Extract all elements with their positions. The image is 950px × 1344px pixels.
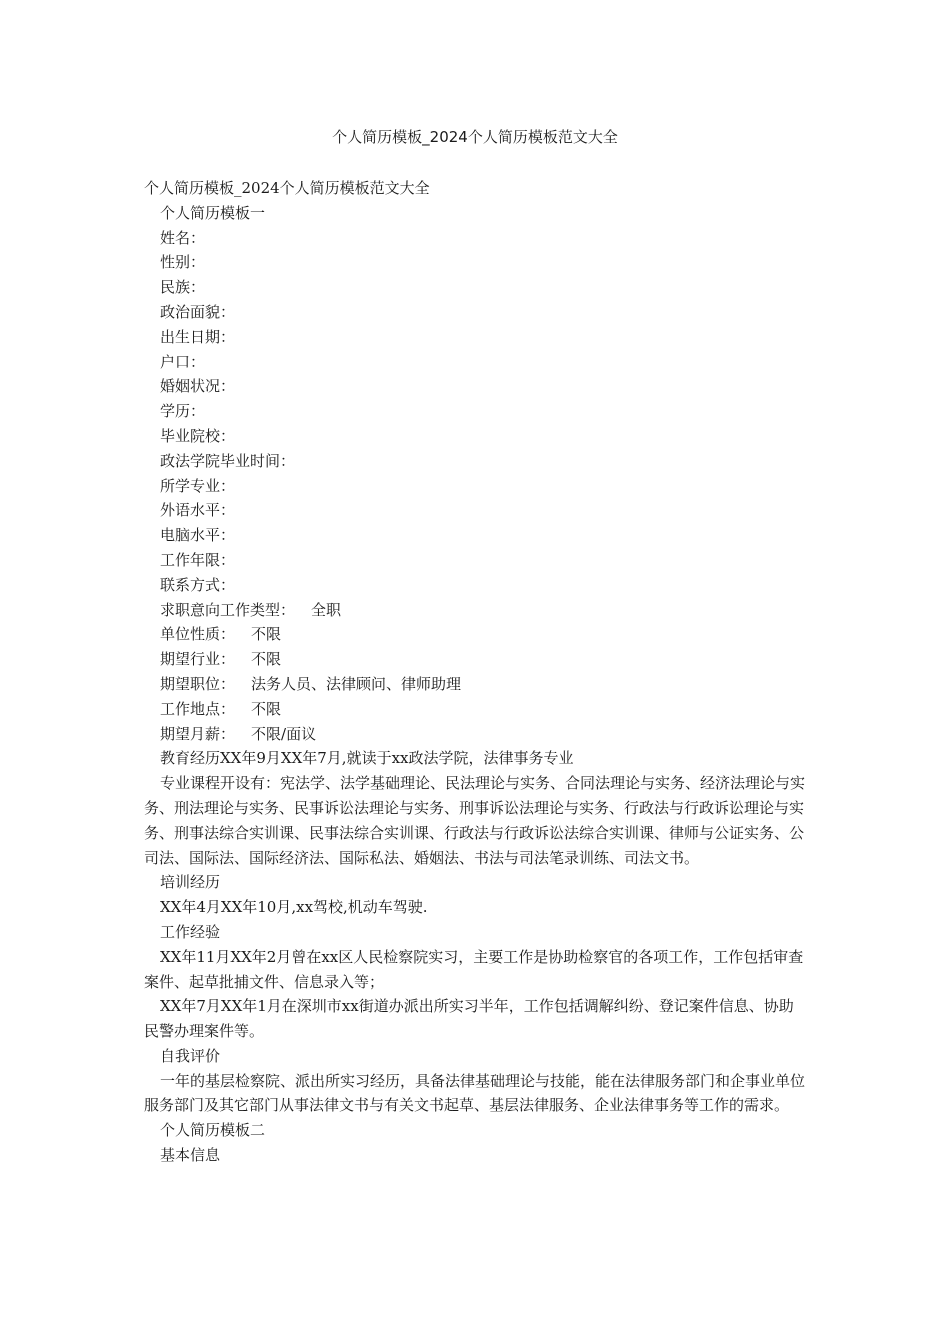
field-label: 期望职位： xyxy=(160,674,236,693)
field-row xyxy=(144,275,808,300)
field-row xyxy=(144,350,808,375)
field-label: 姓名： xyxy=(160,228,206,247)
self-eval-heading: 自我评价 xyxy=(160,1046,221,1065)
field-row xyxy=(144,474,808,499)
basic-info-heading: 基本信息 xyxy=(160,1146,221,1165)
work-heading: 工作经验 xyxy=(160,922,221,941)
page-title: 个人简历模板_2024个人简历模板范文大全 xyxy=(332,128,618,146)
field-label: 政法学院毕业时间： xyxy=(160,451,296,470)
field-label: 外语水平： xyxy=(160,501,236,520)
field-row xyxy=(144,250,808,275)
template2-title: 个人简历模板二 xyxy=(160,1121,266,1140)
field-row xyxy=(144,523,808,548)
field-label: 婚姻状况： xyxy=(160,377,236,396)
field-label: 户口： xyxy=(160,352,206,371)
field-row xyxy=(144,300,808,325)
field-row xyxy=(144,424,808,449)
field-label: 毕业院校： xyxy=(160,426,236,445)
field-label: 电脑水平： xyxy=(160,526,236,545)
field-value: 不限 xyxy=(251,699,282,718)
field-row xyxy=(144,399,808,424)
field-label: 单位性质： xyxy=(160,625,236,644)
field-row xyxy=(144,598,808,623)
field-value: 不限/面议 xyxy=(251,724,317,743)
document-body xyxy=(144,176,808,1168)
field-label: 民族： xyxy=(160,278,206,297)
field-value: 不限 xyxy=(251,625,282,644)
field-label: 工作地点： xyxy=(160,699,236,718)
field-row xyxy=(144,573,808,598)
field-row xyxy=(144,374,808,399)
education-line: 教育经历XX年9月XX年7月,就读于xx政法学院，法律事务专业 xyxy=(160,749,574,768)
courses-paragraph: 专业课程开设有：宪法学、法学基础理论、民法理论与实务、合同法理论与实务、经济法理论与实务、刑法理论与实务、民事诉讼法理论与实务、刑事诉讼法理论与实务、行政法与行政诉讼理论与实务、刑事法综合实训课、民事法综合实训课、行政法与行政诉讼法综合实训课、律师与公证实务、公司法、国际法、国际经济法、国际私法、婚姻法、书法与司法笔录训练、司法文书。 xyxy=(144,774,806,867)
field-row xyxy=(144,722,808,747)
field-label: 出生日期： xyxy=(160,327,236,346)
field-row xyxy=(144,325,808,350)
field-row xyxy=(144,449,808,474)
field-label: 学历： xyxy=(160,402,206,421)
work-paragraph-1: XX年11月XX年2月曾在xx区人民检察院实习，主要工作是协助检察官的各项工作，工作包括审查案件、起草批捕文件、信息录入等； xyxy=(144,947,804,991)
field-value: 全职 xyxy=(311,600,342,619)
field-row xyxy=(144,548,808,573)
field-label: 政治面貌： xyxy=(160,302,236,321)
self-eval-paragraph: 一年的基层检察院、派出所实习经历，具备法律基础理论与技能，能在法律服务部门和企事业单位服务部门及其它部门从事法律文书与有关文书起草、基层法律服务、企业法律事务等工作的需求。 xyxy=(144,1071,806,1115)
field-value: 不限 xyxy=(251,650,282,669)
field-row xyxy=(144,622,808,647)
work-paragraph-2: XX年7月XX年1月在深圳市xx街道办派出所实习半年，工作包括调解纠纷、登记案件信息、协助民警办理案件等。 xyxy=(144,997,794,1041)
training-line: XX年4月XX年10月,xx驾校,机动车驾驶. xyxy=(160,898,428,917)
field-row xyxy=(144,498,808,523)
field-label: 期望月薪： xyxy=(160,724,236,743)
field-row xyxy=(144,697,808,722)
field-label: 求职意向工作类型： xyxy=(160,600,296,619)
field-row xyxy=(144,672,808,697)
field-label: 性别： xyxy=(160,253,206,272)
doc-heading: 个人简历模板_2024个人简历模板范文大全 xyxy=(144,179,430,197)
field-label: 期望行业： xyxy=(160,650,236,669)
field-value: 法务人员、法律顾问、律师助理 xyxy=(251,674,462,693)
field-label: 工作年限： xyxy=(160,550,236,569)
field-label: 联系方式： xyxy=(160,575,236,594)
field-row xyxy=(144,226,808,251)
training-heading: 培训经历 xyxy=(160,873,221,892)
template1-title: 个人简历模板一 xyxy=(160,203,266,222)
field-label: 所学专业： xyxy=(160,476,236,495)
field-row xyxy=(144,647,808,672)
